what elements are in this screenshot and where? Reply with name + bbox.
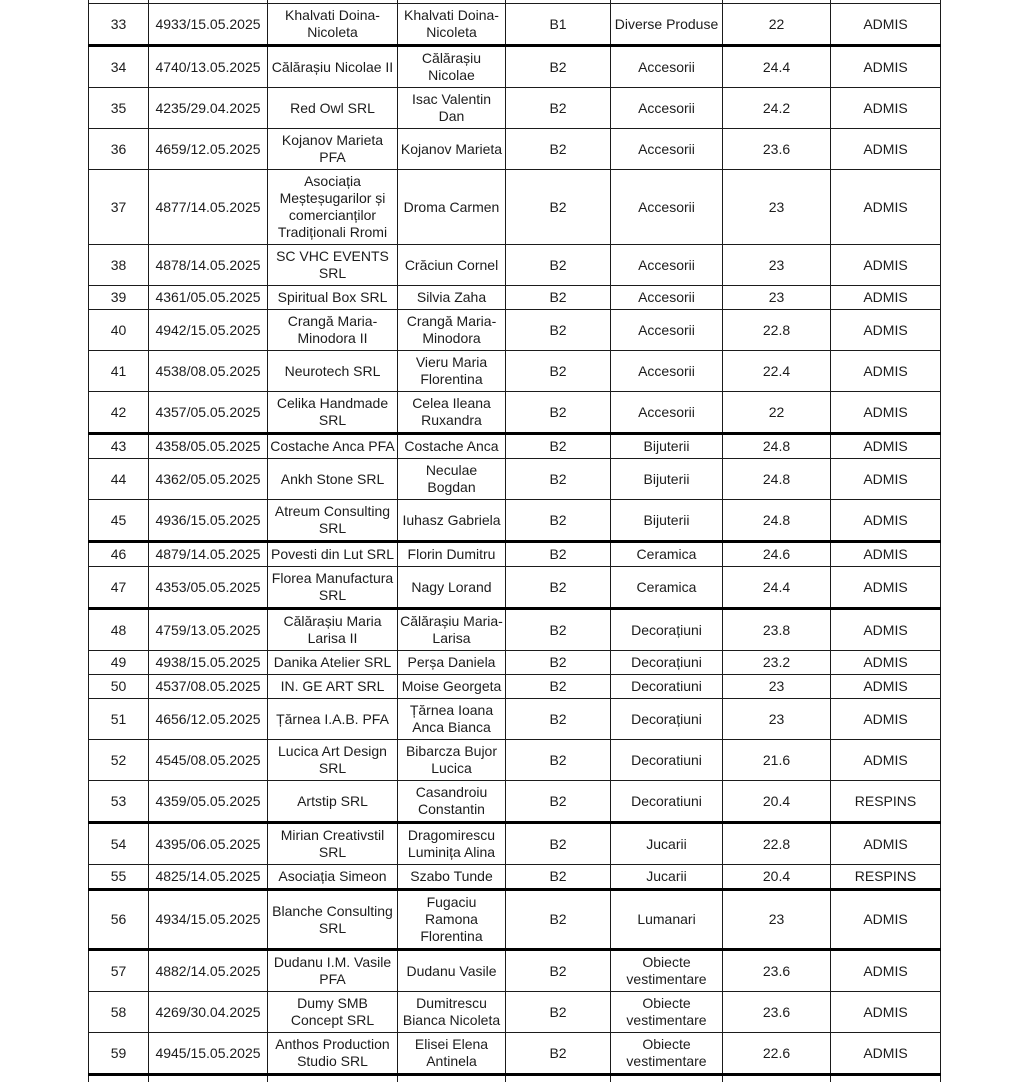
cell-categorie: B2 bbox=[506, 651, 611, 675]
cell-dosar: 4358/05.05.2025 bbox=[149, 434, 268, 459]
cell-dosar: 4936/15.05.2025 bbox=[149, 500, 268, 542]
cell-categorie: B2 bbox=[506, 245, 611, 286]
table-row bbox=[89, 129, 941, 170]
cell-categorie: B2 bbox=[506, 88, 611, 129]
cell-dosar: 4353/05.05.2025 bbox=[149, 567, 268, 609]
cell-punctaj: 24.4 bbox=[723, 567, 831, 609]
partial-cell bbox=[831, 1075, 941, 1082]
cell-nr: 55 bbox=[89, 865, 149, 890]
cell-dosar: 4877/14.05.2025 bbox=[149, 170, 268, 245]
cell-solicitant: Asociația Meșteșugarilor și comercianților Tradiționali Rromi bbox=[268, 170, 398, 245]
cell-rezultat: RESPINS bbox=[831, 865, 941, 890]
cell-dosar: 4945/15.05.2025 bbox=[149, 1033, 268, 1075]
table-row bbox=[89, 500, 941, 542]
cell-nr: 59 bbox=[89, 1033, 149, 1075]
cell-solicitant: Spiritual Box SRL bbox=[268, 286, 398, 310]
cell-produse: Jucarii bbox=[611, 865, 723, 890]
cell-categorie: B2 bbox=[506, 1033, 611, 1075]
table-row bbox=[89, 609, 941, 651]
cell-reprezentant: Crăciun Cornel bbox=[398, 245, 506, 286]
cell-categorie: B2 bbox=[506, 567, 611, 609]
cell-punctaj: 22.8 bbox=[723, 823, 831, 865]
cell-produse: Accesorii bbox=[611, 129, 723, 170]
partial-cell bbox=[149, 1075, 268, 1082]
cell-produse: Accesorii bbox=[611, 170, 723, 245]
cell-punctaj: 23.6 bbox=[723, 129, 831, 170]
cell-nr: 34 bbox=[89, 46, 149, 88]
cell-nr: 45 bbox=[89, 500, 149, 542]
cell-rezultat: ADMIS bbox=[831, 950, 941, 992]
partial-cell bbox=[723, 1075, 831, 1082]
cell-punctaj: 24.8 bbox=[723, 434, 831, 459]
cell-nr: 37 bbox=[89, 170, 149, 245]
cell-produse: Jucarii bbox=[611, 823, 723, 865]
cell-produse: Accesorii bbox=[611, 286, 723, 310]
cell-dosar: 4395/06.05.2025 bbox=[149, 823, 268, 865]
cell-dosar: 4878/14.05.2025 bbox=[149, 245, 268, 286]
cell-nr: 57 bbox=[89, 950, 149, 992]
cell-solicitant: Asociația Simeon bbox=[268, 865, 398, 890]
cell-punctaj: 21.6 bbox=[723, 740, 831, 781]
table-row bbox=[89, 675, 941, 699]
cell-categorie: B2 bbox=[506, 351, 611, 392]
table-row bbox=[89, 890, 941, 950]
table-row bbox=[89, 823, 941, 865]
cell-reprezentant: Kojanov Marieta bbox=[398, 129, 506, 170]
cell-rezultat: ADMIS bbox=[831, 170, 941, 245]
cell-nr: 42 bbox=[89, 392, 149, 434]
cell-categorie: B2 bbox=[506, 459, 611, 500]
cell-solicitant: Blanche Consulting SRL bbox=[268, 890, 398, 950]
cell-solicitant: Costache Anca PFA bbox=[268, 434, 398, 459]
cell-reprezentant: Isac Valentin Dan bbox=[398, 88, 506, 129]
cell-nr: 43 bbox=[89, 434, 149, 459]
cell-nr: 56 bbox=[89, 890, 149, 950]
cell-rezultat: ADMIS bbox=[831, 46, 941, 88]
cell-produse: Accesorii bbox=[611, 310, 723, 351]
cell-dosar: 4545/08.05.2025 bbox=[149, 740, 268, 781]
table-row bbox=[89, 781, 941, 823]
cell-punctaj: 22.4 bbox=[723, 351, 831, 392]
cell-dosar: 4825/14.05.2025 bbox=[149, 865, 268, 890]
cell-produse: Decoratiuni bbox=[611, 675, 723, 699]
cell-nr: 41 bbox=[89, 351, 149, 392]
cell-nr: 48 bbox=[89, 609, 149, 651]
cell-dosar: 4934/15.05.2025 bbox=[149, 890, 268, 950]
cell-categorie: B2 bbox=[506, 286, 611, 310]
cell-reprezentant: Fugaciu Ramona Florentina bbox=[398, 890, 506, 950]
cell-dosar: 4357/05.05.2025 bbox=[149, 392, 268, 434]
cell-produse: Decoratiuni bbox=[611, 781, 723, 823]
cell-dosar: 4933/15.05.2025 bbox=[149, 4, 268, 46]
cell-produse: Bijuterii bbox=[611, 500, 723, 542]
cell-reprezentant: Țărnea Ioana Anca Bianca bbox=[398, 699, 506, 740]
cell-categorie: B2 bbox=[506, 992, 611, 1033]
cell-punctaj: 24.8 bbox=[723, 459, 831, 500]
cell-solicitant: IN. GE ART SRL bbox=[268, 675, 398, 699]
cell-punctaj: 22.6 bbox=[723, 1033, 831, 1075]
cell-dosar: 4879/14.05.2025 bbox=[149, 542, 268, 567]
cell-reprezentant: Neculae Bogdan bbox=[398, 459, 506, 500]
cell-produse: Accesorii bbox=[611, 46, 723, 88]
cell-produse: Obiecte vestimentare bbox=[611, 950, 723, 992]
cell-nr: 52 bbox=[89, 740, 149, 781]
table-row bbox=[89, 392, 941, 434]
cell-dosar: 4359/05.05.2025 bbox=[149, 781, 268, 823]
cell-punctaj: 23 bbox=[723, 699, 831, 740]
table-row bbox=[89, 740, 941, 781]
cell-solicitant: Călărașiu Maria Larisa II bbox=[268, 609, 398, 651]
cell-punctaj: 23.8 bbox=[723, 609, 831, 651]
cell-nr: 54 bbox=[89, 823, 149, 865]
cell-nr: 36 bbox=[89, 129, 149, 170]
cell-produse: Decoratiuni bbox=[611, 740, 723, 781]
cell-punctaj: 24.8 bbox=[723, 500, 831, 542]
cell-rezultat: ADMIS bbox=[831, 459, 941, 500]
cell-rezultat: ADMIS bbox=[831, 651, 941, 675]
cell-dosar: 4740/13.05.2025 bbox=[149, 46, 268, 88]
table-row bbox=[89, 434, 941, 459]
cell-produse: Diverse Produse bbox=[611, 4, 723, 46]
cell-nr: 40 bbox=[89, 310, 149, 351]
table-row bbox=[89, 699, 941, 740]
cell-rezultat: ADMIS bbox=[831, 992, 941, 1033]
cell-categorie: B2 bbox=[506, 675, 611, 699]
cell-punctaj: 23 bbox=[723, 890, 831, 950]
table-row bbox=[89, 88, 941, 129]
cell-rezultat: ADMIS bbox=[831, 740, 941, 781]
cell-categorie: B2 bbox=[506, 890, 611, 950]
cell-categorie: B2 bbox=[506, 740, 611, 781]
cell-punctaj: 23 bbox=[723, 675, 831, 699]
table-row bbox=[89, 286, 941, 310]
cell-dosar: 4538/08.05.2025 bbox=[149, 351, 268, 392]
cell-rezultat: ADMIS bbox=[831, 4, 941, 46]
cell-punctaj: 23.6 bbox=[723, 992, 831, 1033]
table-row bbox=[89, 459, 941, 500]
cell-solicitant: Ankh Stone SRL bbox=[268, 459, 398, 500]
cell-nr: 53 bbox=[89, 781, 149, 823]
cell-nr: 44 bbox=[89, 459, 149, 500]
cell-solicitant: Anthos Production Studio SRL bbox=[268, 1033, 398, 1075]
cell-rezultat: ADMIS bbox=[831, 500, 941, 542]
cell-categorie: B2 bbox=[506, 129, 611, 170]
cell-reprezentant: Moise Georgeta bbox=[398, 675, 506, 699]
table-row bbox=[89, 46, 941, 88]
cell-dosar: 4942/15.05.2025 bbox=[149, 310, 268, 351]
cell-rezultat: ADMIS bbox=[831, 890, 941, 950]
cell-rezultat: ADMIS bbox=[831, 609, 941, 651]
cell-categorie: B2 bbox=[506, 392, 611, 434]
cell-dosar: 4659/12.05.2025 bbox=[149, 129, 268, 170]
table-row bbox=[89, 310, 941, 351]
cell-nr: 33 bbox=[89, 4, 149, 46]
cell-nr: 35 bbox=[89, 88, 149, 129]
cell-produse: Obiecte vestimentare bbox=[611, 992, 723, 1033]
cell-produse: Lumanari bbox=[611, 890, 723, 950]
cell-nr: 51 bbox=[89, 699, 149, 740]
cell-produse: Accesorii bbox=[611, 351, 723, 392]
cell-categorie: B2 bbox=[506, 950, 611, 992]
cell-produse: Decorațiuni bbox=[611, 651, 723, 675]
cell-dosar: 4235/29.04.2025 bbox=[149, 88, 268, 129]
cell-categorie: B2 bbox=[506, 823, 611, 865]
cell-produse: Accesorii bbox=[611, 88, 723, 129]
cell-categorie: B1 bbox=[506, 4, 611, 46]
cell-dosar: 4537/08.05.2025 bbox=[149, 675, 268, 699]
cell-punctaj: 22 bbox=[723, 4, 831, 46]
cell-produse: Obiecte vestimentare bbox=[611, 1033, 723, 1075]
cell-nr: 39 bbox=[89, 286, 149, 310]
cell-produse: Decorațiuni bbox=[611, 609, 723, 651]
table-row bbox=[89, 950, 941, 992]
cell-rezultat: ADMIS bbox=[831, 699, 941, 740]
cell-rezultat: ADMIS bbox=[831, 1033, 941, 1075]
cell-solicitant: Crangă Maria-Minodora II bbox=[268, 310, 398, 351]
partial-cell bbox=[398, 1075, 506, 1082]
cell-categorie: B2 bbox=[506, 699, 611, 740]
cell-reprezentant: Celea Ileana Ruxandra bbox=[398, 392, 506, 434]
cell-categorie: B2 bbox=[506, 542, 611, 567]
cell-punctaj: 23 bbox=[723, 286, 831, 310]
cell-dosar: 4656/12.05.2025 bbox=[149, 699, 268, 740]
cell-punctaj: 23 bbox=[723, 170, 831, 245]
cell-punctaj: 22.8 bbox=[723, 310, 831, 351]
cell-solicitant: Dudanu I.M. Vasile PFA bbox=[268, 950, 398, 992]
cell-produse: Ceramica bbox=[611, 542, 723, 567]
results-table-body bbox=[89, 0, 941, 1082]
partial-cell bbox=[89, 1075, 149, 1082]
cell-dosar: 4938/15.05.2025 bbox=[149, 651, 268, 675]
table-row bbox=[89, 4, 941, 46]
cell-rezultat: ADMIS bbox=[831, 88, 941, 129]
cell-reprezentant: Bibarcza Bujor Lucica bbox=[398, 740, 506, 781]
cell-punctaj: 23.6 bbox=[723, 950, 831, 992]
cell-dosar: 4759/13.05.2025 bbox=[149, 609, 268, 651]
cell-punctaj: 20.4 bbox=[723, 865, 831, 890]
cell-nr: 38 bbox=[89, 245, 149, 286]
cell-rezultat: ADMIS bbox=[831, 286, 941, 310]
cell-punctaj: 22 bbox=[723, 392, 831, 434]
cell-nr: 58 bbox=[89, 992, 149, 1033]
cell-reprezentant: Vieru Maria Florentina bbox=[398, 351, 506, 392]
partial-cell bbox=[268, 1075, 398, 1082]
cell-categorie: B2 bbox=[506, 46, 611, 88]
cell-categorie: B2 bbox=[506, 310, 611, 351]
cell-dosar: 4269/30.04.2025 bbox=[149, 992, 268, 1033]
cell-solicitant: Celika Handmade SRL bbox=[268, 392, 398, 434]
cell-nr: 49 bbox=[89, 651, 149, 675]
cell-produse: Bijuterii bbox=[611, 459, 723, 500]
cell-solicitant: Atreum Consulting SRL bbox=[268, 500, 398, 542]
cell-produse: Ceramica bbox=[611, 567, 723, 609]
table-row bbox=[89, 542, 941, 567]
cell-produse: Accesorii bbox=[611, 245, 723, 286]
cell-nr: 47 bbox=[89, 567, 149, 609]
cell-produse: Bijuterii bbox=[611, 434, 723, 459]
table-row bbox=[89, 351, 941, 392]
cell-rezultat: ADMIS bbox=[831, 245, 941, 286]
cell-solicitant: Kojanov Marieta PFA bbox=[268, 129, 398, 170]
cell-rezultat: ADMIS bbox=[831, 567, 941, 609]
table-row bbox=[89, 170, 941, 245]
cell-rezultat: ADMIS bbox=[831, 823, 941, 865]
cell-punctaj: 24.2 bbox=[723, 88, 831, 129]
table-row bbox=[89, 1033, 941, 1075]
cell-dosar: 4361/05.05.2025 bbox=[149, 286, 268, 310]
cell-reprezentant: Nagy Lorand bbox=[398, 567, 506, 609]
cell-punctaj: 23 bbox=[723, 245, 831, 286]
cell-punctaj: 24.6 bbox=[723, 542, 831, 567]
cell-rezultat: ADMIS bbox=[831, 351, 941, 392]
cell-reprezentant: Dumitrescu Bianca Nicoleta bbox=[398, 992, 506, 1033]
table-row bbox=[89, 865, 941, 890]
cell-solicitant: Povesti din Lut SRL bbox=[268, 542, 398, 567]
cell-solicitant: Artstip SRL bbox=[268, 781, 398, 823]
cell-rezultat: RESPINS bbox=[831, 781, 941, 823]
cell-rezultat: ADMIS bbox=[831, 675, 941, 699]
cell-categorie: B2 bbox=[506, 500, 611, 542]
cell-reprezentant: Dragomirescu Luminița Alina bbox=[398, 823, 506, 865]
table-row bbox=[89, 245, 941, 286]
cell-solicitant: SC VHC EVENTS SRL bbox=[268, 245, 398, 286]
cell-reprezentant: Khalvati Doina-Nicoleta bbox=[398, 4, 506, 46]
cell-reprezentant: Droma Carmen bbox=[398, 170, 506, 245]
cell-reprezentant: Szabo Tunde bbox=[398, 865, 506, 890]
cell-solicitant: Red Owl SRL bbox=[268, 88, 398, 129]
table-row bbox=[89, 567, 941, 609]
cell-categorie: B2 bbox=[506, 434, 611, 459]
cell-nr: 46 bbox=[89, 542, 149, 567]
cell-rezultat: ADMIS bbox=[831, 392, 941, 434]
cell-reprezentant: Călărașiu Maria-Larisa bbox=[398, 609, 506, 651]
cell-rezultat: ADMIS bbox=[831, 434, 941, 459]
partial-row-bottom bbox=[89, 1075, 941, 1082]
cell-reprezentant: Călărașiu Nicolae bbox=[398, 46, 506, 88]
cell-reprezentant: Florin Dumitru bbox=[398, 542, 506, 567]
cell-punctaj: 24.4 bbox=[723, 46, 831, 88]
cell-solicitant: Dumy SMB Concept SRL bbox=[268, 992, 398, 1033]
cell-reprezentant: Silvia Zaha bbox=[398, 286, 506, 310]
cell-categorie: B2 bbox=[506, 170, 611, 245]
cell-reprezentant: Crangă Maria-Minodora bbox=[398, 310, 506, 351]
cell-rezultat: ADMIS bbox=[831, 310, 941, 351]
cell-categorie: B2 bbox=[506, 609, 611, 651]
partial-cell bbox=[611, 1075, 723, 1082]
cell-dosar: 4362/05.05.2025 bbox=[149, 459, 268, 500]
cell-solicitant: Danika Atelier SRL bbox=[268, 651, 398, 675]
cell-reprezentant: Dudanu Vasile bbox=[398, 950, 506, 992]
cell-produse: Decorațiuni bbox=[611, 699, 723, 740]
cell-reprezentant: Perșa Daniela bbox=[398, 651, 506, 675]
cell-punctaj: 23.2 bbox=[723, 651, 831, 675]
cell-solicitant: Lucica Art Design SRL bbox=[268, 740, 398, 781]
cell-solicitant: Florea Manufactura SRL bbox=[268, 567, 398, 609]
cell-solicitant: Neurotech SRL bbox=[268, 351, 398, 392]
cell-punctaj: 20.4 bbox=[723, 781, 831, 823]
cell-categorie: B2 bbox=[506, 865, 611, 890]
cell-reprezentant: Casandroiu Constantin bbox=[398, 781, 506, 823]
cell-dosar: 4882/14.05.2025 bbox=[149, 950, 268, 992]
table-row bbox=[89, 651, 941, 675]
cell-produse: Accesorii bbox=[611, 392, 723, 434]
cell-reprezentant: Costache Anca bbox=[398, 434, 506, 459]
cell-solicitant: Călărașiu Nicolae II bbox=[268, 46, 398, 88]
cell-solicitant: Țărnea I.A.B. PFA bbox=[268, 699, 398, 740]
cell-nr: 50 bbox=[89, 675, 149, 699]
cell-reprezentant: Iuhasz Gabriela bbox=[398, 500, 506, 542]
partial-cell bbox=[506, 1075, 611, 1082]
results-table bbox=[88, 0, 941, 1082]
cell-solicitant: Mirian Creativstil SRL bbox=[268, 823, 398, 865]
cell-solicitant: Khalvati Doina-Nicoleta bbox=[268, 4, 398, 46]
table-row bbox=[89, 992, 941, 1033]
cell-categorie: B2 bbox=[506, 781, 611, 823]
cell-reprezentant: Elisei Elena Antinela bbox=[398, 1033, 506, 1075]
cell-rezultat: ADMIS bbox=[831, 542, 941, 567]
cell-rezultat: ADMIS bbox=[831, 129, 941, 170]
